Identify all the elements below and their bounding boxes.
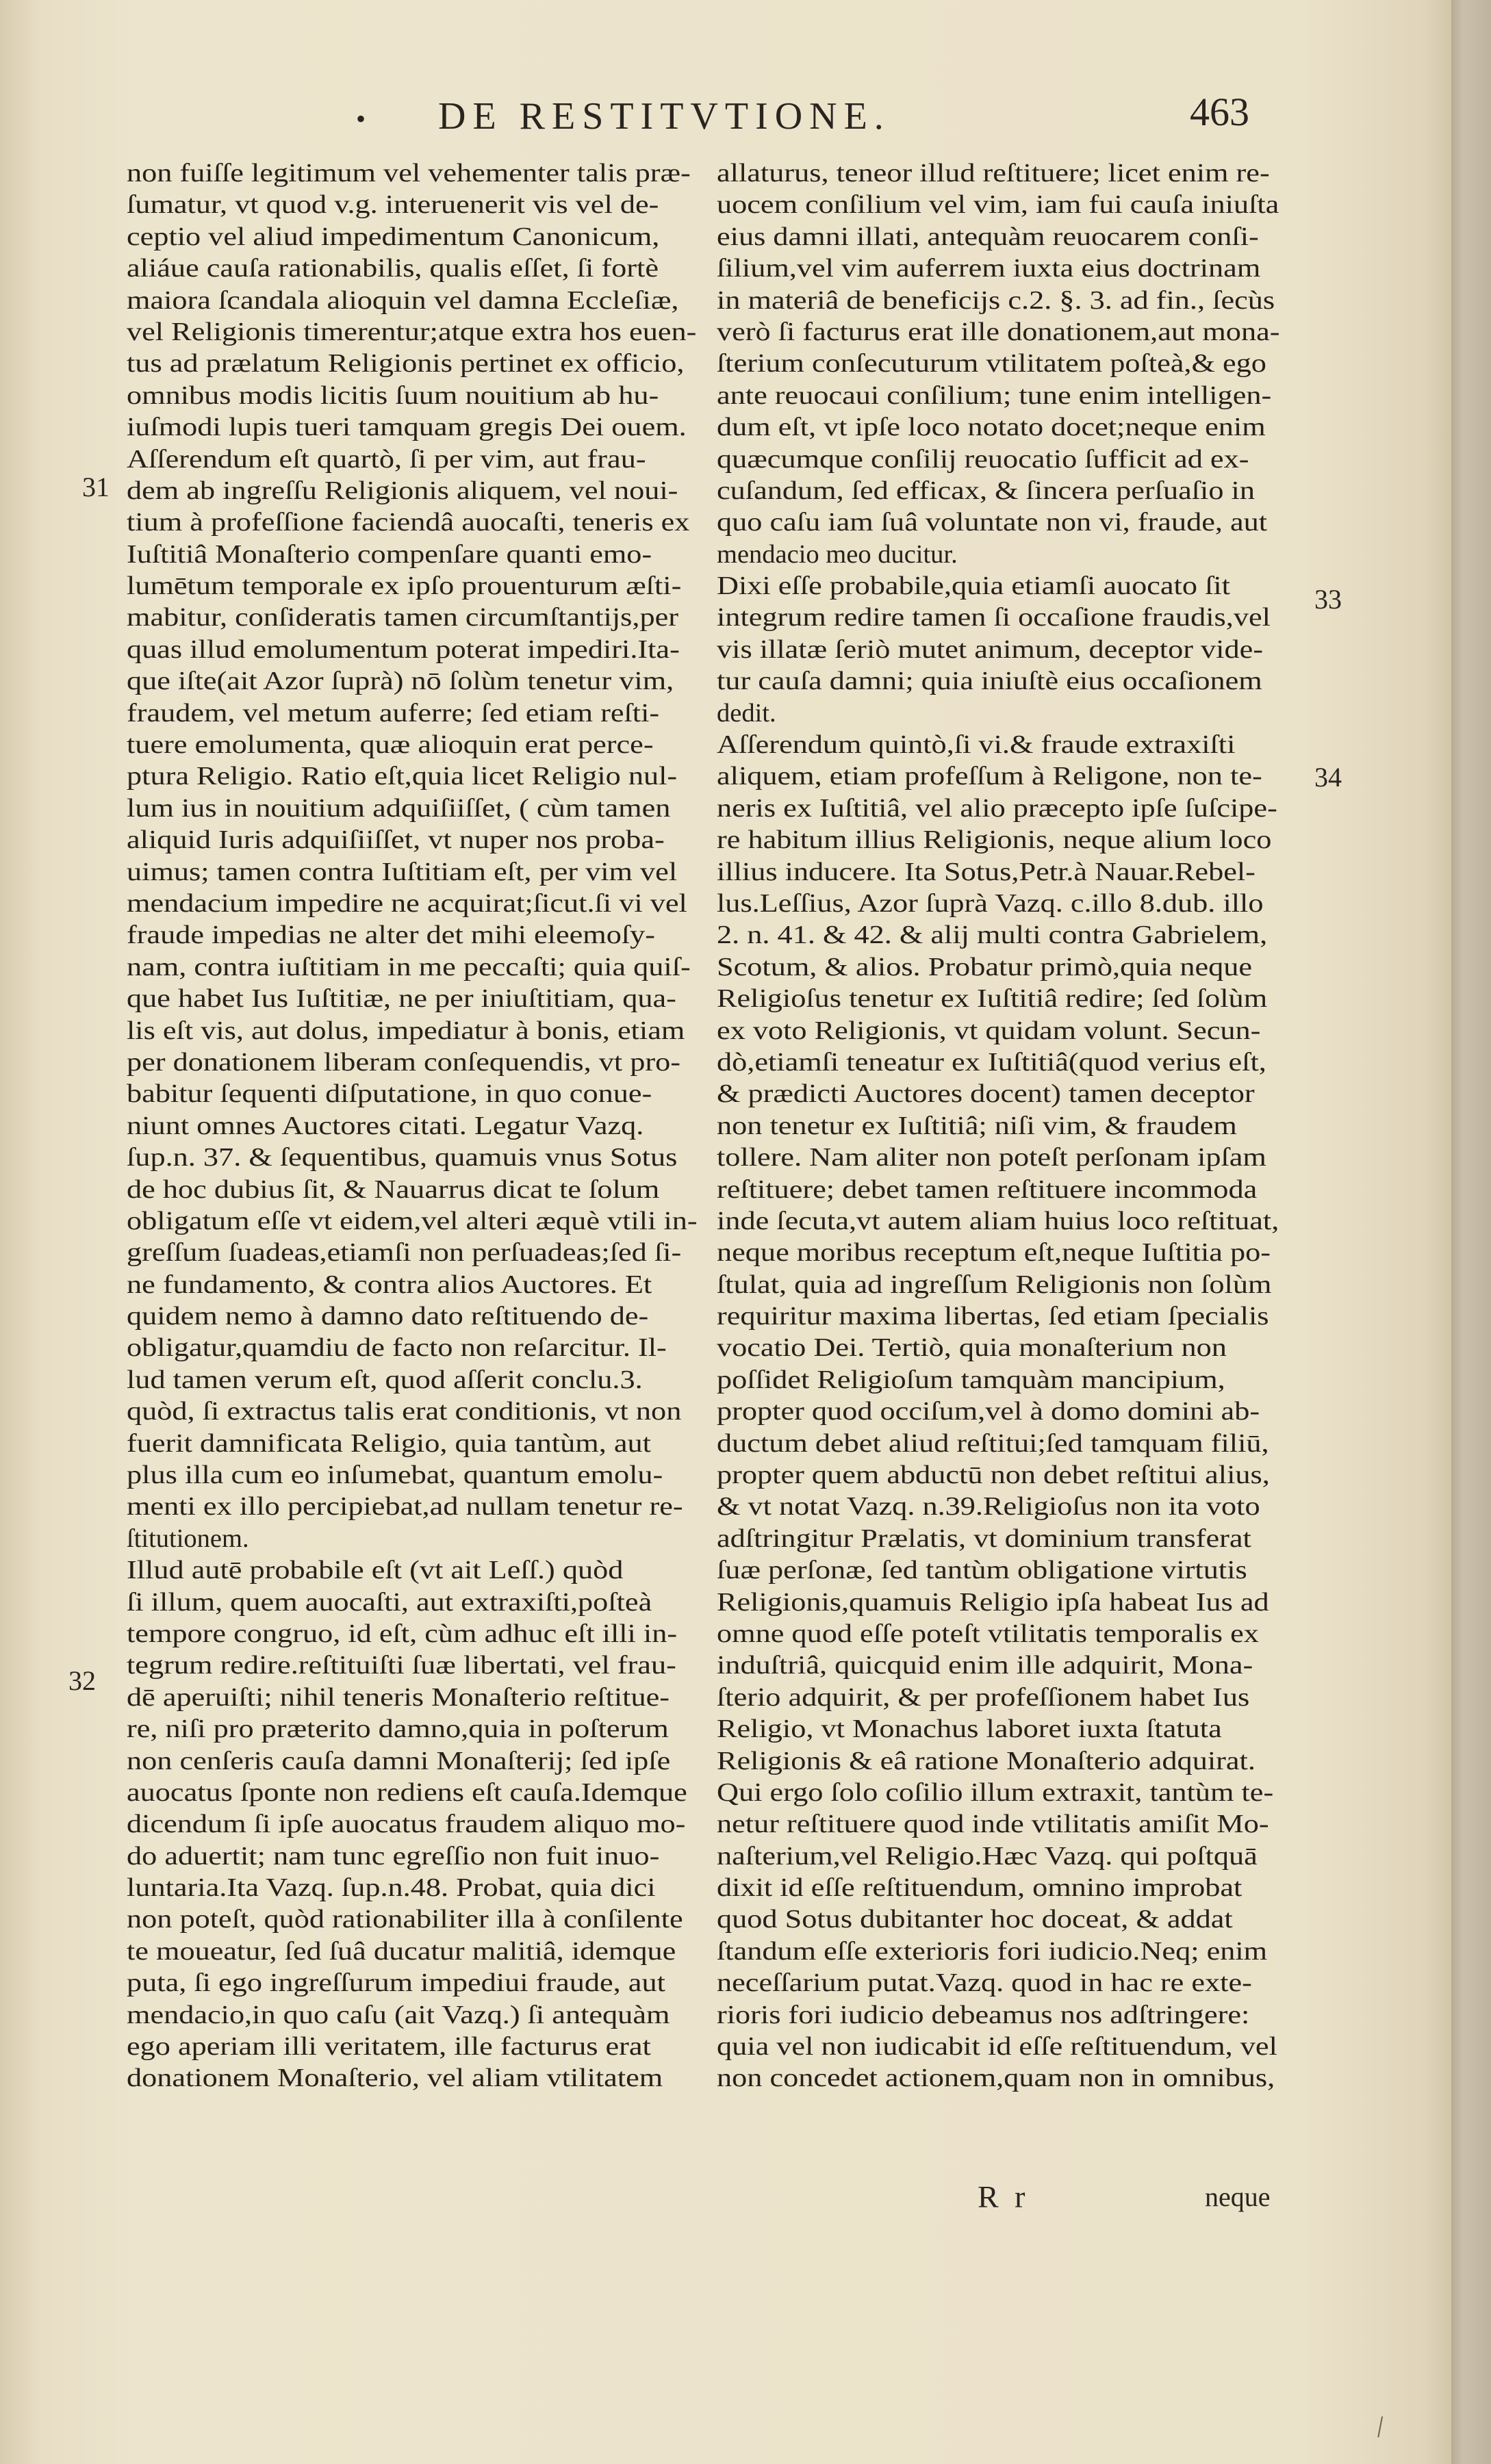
text-line: non fuiſſe legitimum vel vehementer talis præ-	[127, 159, 691, 188]
text-line: ſtitutionem.	[127, 1524, 249, 1553]
text-line: vis illatæ ſeriò mutet animum, deceptor vide-	[717, 634, 1263, 664]
text-line: dem ab ingreſſu Religionis aliquem, vel noui-	[127, 476, 678, 505]
text-line: ante reuocaui conſilium; tune enim intelligen-	[717, 381, 1272, 410]
text-line: propter quem abductū non debet reſtitui alius,	[717, 1461, 1270, 1490]
text-line: omnibus modis licitis ſuum nouitium ab hu-	[127, 381, 659, 410]
text-line: plus illa cum eo inſumebat, quantum emolu-	[127, 1461, 663, 1490]
text-line: lumētum temporale ex ipſo prouenturum æſti-	[127, 572, 682, 601]
right-column	[717, 157, 1299, 2094]
text-line: 2. n. 41. & 42. & alij multi contra Gabrielem,	[717, 921, 1268, 950]
text-line: ego aperiam illi veritatem, ille facturus erat	[127, 2032, 651, 2062]
text-line: lud tamen verum eſt, quod aſſerit conclu.3.	[127, 1365, 643, 1394]
text-line: dicendum ſi ipſe auocatus fraudem aliquo mo-	[127, 1810, 686, 1839]
ink-mark: /	[1373, 2409, 1387, 2444]
text-line: aliáue cauſa rationabilis, qualis eſſet, ſi fortè	[127, 254, 659, 283]
text-line: omne quod eſſe poteſt vtilitatis temporalis ex	[717, 1619, 1259, 1648]
text-line: tium à profeſſione faciendâ auocaſti, teneris ex	[127, 508, 690, 537]
text-line: dixit id eſſe reſtituendum, omnino improbat	[717, 1873, 1242, 1903]
marginal-number-33: 33	[1314, 584, 1342, 615]
text-line: rioris fori iudicio debeamus nos adſtringere:	[717, 2000, 1250, 2029]
text-line: menti ex illo percipiebat,ad nullam tenetur re-	[127, 1492, 683, 1522]
text-line: mabitur, conſideratis tamen circumſtantijs,per	[127, 603, 678, 632]
text-line: de hoc dubius ſit, & Nauarrus dicat te ſolum	[127, 1175, 660, 1204]
text-line: quod Sotus dubitanter hoc doceat, & addat	[717, 1905, 1233, 1934]
text-line: lus.Leſſius, Azor ſuprà Vazq. c.illo 8.dub. illo	[717, 888, 1264, 918]
text-line: tempore congruo, id eſt, cùm adhuc eſt illi in-	[127, 1619, 678, 1648]
text-line: neris ex Iuſtitiâ, vel alio præcepto ipſe ſuſcipe-	[717, 793, 1277, 823]
text-line: tuere emolumenta, quæ alioquin erat perce-	[127, 730, 654, 760]
text-line: neceſſarium putat.Vazq. quod in hac re exte-	[717, 1968, 1252, 1998]
text-line: Religionis & eâ ratione Monaſterio adquirat.	[717, 1746, 1256, 1775]
text-line: inde ſecuta,vt autem aliam huius loco reſtituat,	[717, 1206, 1279, 1235]
text-line: auocatus ſponte non rediens eſt cauſa.Idemque	[127, 1778, 687, 1807]
text-line: ſup.n. 37. & ſequentibus, quamuis vnus Sotus	[127, 1143, 678, 1172]
text-line: non concedet actionem,quam non in omnibus,	[717, 2064, 1275, 2093]
text-line: fraudem, vel metum auferre; ſed etiam reſti-	[127, 698, 660, 728]
text-line: Scotum, & alios. Probatur primò,quia neque	[717, 952, 1253, 981]
text-line: quæcumque conſilij reuocatio ſufficit ad ex-	[717, 444, 1249, 474]
text-line: Dixi eſſe probabile,quia etiamſi auocato ſit	[717, 572, 1230, 601]
marginal-number-32: 32	[68, 1665, 96, 1696]
text-line: vel Religionis timerentur;atque extra hos euen-	[127, 317, 697, 346]
text-line: ſtandum eſſe exterioris fori iudicio.Neq; enim	[717, 1936, 1268, 1966]
running-title: DE RESTITVTIONE.	[438, 95, 891, 138]
text-line: vocatio Dei. Tertiò, quia monaſterium non	[717, 1333, 1227, 1363]
text-line: mendacium impedire ne acquirat;ſicut.ſi vi vel	[127, 888, 687, 918]
text-line: illius inducere. Ita Sotus,Petr.à Nauar.Rebel-	[717, 857, 1256, 886]
text-line: dò,etiamſi teneatur ex Iuſtitiâ(quod verius eſt,	[717, 1047, 1266, 1077]
text-line: babitur ſequenti diſputatione, in quo conue-	[127, 1079, 652, 1109]
text-line: propter quod occiſum,vel à domo domini ab-	[717, 1397, 1260, 1426]
text-line: eius damni illati, antequàm reuocarem conſi-	[717, 222, 1259, 251]
text-line: verò ſi facturus erat ille donationem,aut mona-	[717, 317, 1280, 346]
text-line: Religioſus tenetur ex Iuſtitiâ redire; ſed ſolùm	[717, 984, 1268, 1014]
text-line: netur reſtituere quod inde vtilitatis amiſit Mo-	[717, 1810, 1269, 1839]
text-line: non cenſeris cauſa damni Monaſterij; ſed ipſe	[127, 1746, 671, 1775]
text-line: fuerit damnificata Religio, quia tantùm, aut	[127, 1428, 651, 1458]
text-line: non tenetur ex Iuſtitiâ; niſi vim, & fraudem	[717, 1111, 1237, 1140]
text-line: ſuæ perſonæ, ſed tantùm obligatione virtutis	[717, 1556, 1247, 1585]
text-line: requiritur maxima libertas, ſed etiam ſpecialis	[717, 1302, 1269, 1331]
text-line: Iuſtitiâ Monaſterio compenſare quanti emo-	[127, 539, 652, 569]
text-line: in materiâ de beneficijs c.2. §. 3. ad fin., ſecùs	[717, 285, 1275, 315]
text-line: ſumatur, vt quod v.g. interuenerit vis vel de-	[127, 190, 659, 220]
text-line: allaturus, teneor illud reſtituere; licet enim re-	[717, 159, 1270, 188]
page-number: 463	[1190, 90, 1249, 134]
text-line: Religio, vt Monachus laboret iuxta ſtatuta	[717, 1715, 1222, 1744]
text-line: reſtituere; debet tamen reſtituere incommoda	[717, 1175, 1258, 1204]
text-line: ſi illum, quem auocaſti, aut extraxiſti,poſteà	[127, 1587, 652, 1617]
text-line: quòd, ſi extractus talis erat conditionis, vt non	[127, 1397, 682, 1426]
text-line: aliquem, etiam profeſſum à Religone, non te-	[717, 762, 1262, 791]
text-line: ſtulat, quia ad ingreſſum Religionis non ſolùm	[717, 1270, 1272, 1299]
text-line: maiora ſcandala alioquin vel damna Eccleſiæ,	[127, 285, 679, 315]
text-line: iuſmodi lupis tueri tamquam gregis Dei ouem.	[127, 413, 687, 442]
text-line: ne fundamento, & contra alios Auctores. Et	[127, 1270, 652, 1299]
text-line: ceptio vel aliud impedimentum Canonicum,	[127, 222, 660, 251]
text-line: quo caſu iam ſuâ voluntate non vi, fraude, aut	[717, 508, 1268, 537]
text-line: mendacio,in quo caſu (ait Vazq.) ſi antequàm	[127, 2000, 670, 2029]
text-line: lis eſt vis, aut dolus, impediatur à bonis, etiam	[127, 1016, 685, 1045]
text-line: quas illud emolumentum poterat impediri.Ita-	[127, 634, 680, 664]
text-line: que iſte(ait Azor ſuprà) nō ſolùm tenetur vim,	[127, 667, 674, 696]
text-line: obligatur,quamdiu de facto non reſarcitur. Il-	[127, 1333, 667, 1363]
text-line: mendacio meo ducitur.	[717, 539, 958, 569]
text-line: Illud autē probabile eſt (vt ait Leſſ.) quòd	[127, 1556, 624, 1585]
text-line: & prædicti Auctores docent) tamen deceptor	[717, 1079, 1255, 1109]
text-line: dedit.	[717, 698, 776, 728]
text-line: que habet Ius Iuſtitiæ, ne per iniuſtitiam, qua-	[127, 984, 676, 1014]
text-line: niunt omnes Auctores citati. Legatur Vazq.	[127, 1111, 644, 1140]
running-header	[0, 90, 1451, 149]
text-line: tur cauſa damni; quia iniuſtè eius occaſionem	[717, 667, 1262, 696]
text-line: lum ius in nouitium adquiſiiſſet, ( cùm tamen	[127, 793, 671, 823]
text-line: ſterio adquirit, & per profeſſionem habet Ius	[717, 1682, 1250, 1712]
text-line: puta, ſi ego ingreſſurum impediui fraude, aut	[127, 1968, 665, 1998]
text-line: nam, contra iuſtitiam in me peccaſti; quia quiſ-	[127, 952, 691, 981]
text-line: luntaria.Ita Vazq. ſup.n.48. Probat, quia dici	[127, 1873, 656, 1903]
text-line: neque moribus receptum eſt,neque Iuſtitia po-	[717, 1238, 1271, 1268]
text-line: re, niſi pro præterito damno,quia in poſterum	[127, 1715, 669, 1744]
text-line: non poteſt, quòd rationabiliter illa à conſilente	[127, 1905, 683, 1934]
text-line: re habitum illius Religionis, neque alium loco	[717, 825, 1272, 855]
page-edge	[1451, 0, 1491, 2464]
text-line: dum eſt, vt ipſe loco notato docet;neque enim	[717, 413, 1266, 442]
text-line: ductum debet aliud reſtitui;ſed tamquam filiū,	[717, 1428, 1269, 1458]
catchword: neque	[1205, 2181, 1271, 2212]
text-line: obligatum eſſe vt eidem,vel alteri æquè vtili in-	[127, 1206, 698, 1235]
text-line: te moueatur, ſed ſuâ ducatur malitiâ, idemque	[127, 1936, 676, 1966]
text-line: induſtriâ, quicquid enim ille adquirit, Mona-	[717, 1651, 1253, 1680]
left-column	[127, 157, 702, 2094]
marginal-number-34: 34	[1314, 762, 1342, 793]
text-line: greſſum ſuadeas,etiamſi non perſuadeas;ſed ſi-	[127, 1238, 682, 1268]
header-dot: •	[356, 103, 366, 134]
text-line: tollere. Nam aliter non poteſt perſonam ipſam	[717, 1143, 1266, 1172]
text-line: poſſidet Religioſum tamquàm mancipium,	[717, 1365, 1225, 1394]
text-line: adſtringitur Prælatis, vt dominium transferat	[717, 1524, 1251, 1553]
text-line: & vt notat Vazq. n.39.Religioſus non ita voto	[717, 1492, 1260, 1522]
text-line: ſterium conſecuturum vtilitatem poſteà,& ego	[717, 349, 1266, 378]
text-line: per donationem liberam conſequendis, vt pro-	[127, 1047, 681, 1077]
text-line: do aduertit; nam tunc egreſſio non fuit inuo-	[127, 1841, 660, 1871]
text-line: dē aperuiſti; nihil teneris Monaſterio reſtitue-	[127, 1682, 670, 1712]
text-line: tegrum redire.reſtituiſti ſuæ libertati, vel frau-	[127, 1651, 676, 1680]
text-line: naſterium,vel Religio.Hæc Vazq. qui poſtquā	[717, 1841, 1258, 1871]
text-line: Aſſerendum eſt quartò, ſi per vim, aut frau-	[127, 444, 646, 474]
text-line: aliquid Iuris adquiſiiſſet, vt nuper nos proba-	[127, 825, 665, 855]
text-line: ptura Religio. Ratio eſt,quia licet Religio nul-	[127, 762, 678, 791]
text-line: donationem Monaſterio, vel aliam vtilitatem	[127, 2064, 663, 2093]
text-line: Religionis,quamuis Religio ipſa habeat Ius ad	[717, 1587, 1269, 1617]
text-line: uocem conſilium vel vim, iam fui cauſa iniuſta	[717, 190, 1279, 220]
marginal-number-31: 31	[82, 472, 110, 502]
text-line: integrum redire tamen ſi occaſione fraudis,vel	[717, 603, 1271, 632]
text-line: tus ad prælatum Religionis pertinet ex officio,	[127, 349, 685, 378]
text-line: Qui ergo ſolo coſilio illum extraxit, tantùm te-	[717, 1778, 1274, 1807]
text-line: ſilium,vel vim auferrem iuxta eius doctrinam	[717, 254, 1261, 283]
text-line: fraude impedias ne alter det mihi eleemoſy-	[127, 921, 656, 950]
text-line: quia vel non iudicabit id eſſe reſtituendum, vel	[717, 2032, 1277, 2062]
text-line: uimus; tamen contra Iuſtitiam eſt, per vim vel	[127, 857, 678, 886]
text-line: ex voto Religionis, vt quidam volunt. Secun-	[717, 1016, 1261, 1045]
text-line: quidem nemo à damno dato reſtituendo de-	[127, 1302, 649, 1331]
text-line: cuſandum, ſed efficax, & ſincera perſuaſio in	[717, 476, 1256, 505]
signature-mark: R r	[978, 2179, 1030, 2214]
text-line: Aſſerendum quintò,ſi vi.& fraude extraxiſti	[717, 730, 1236, 760]
